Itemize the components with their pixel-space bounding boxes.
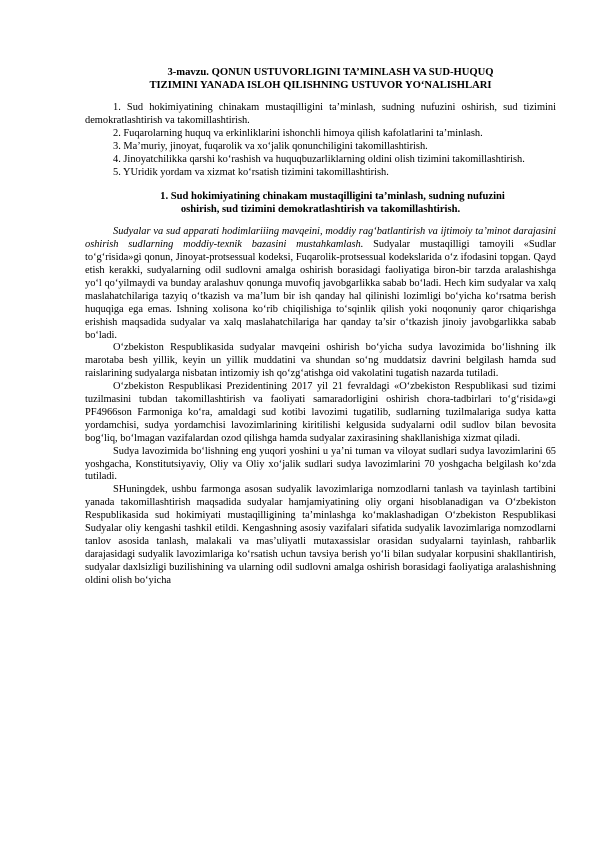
title-line-1: 3-mavzu. QONUN USTUVORLIGINI TA’MINLASH VA SUD-HUQUQ <box>167 67 494 78</box>
paragraph-body: Sudyalar mustaqilligi tamoyili «Sudlar to‘g‘risida»gi qonun, Jinoyat-protsessual kodeksi, Fuqarolik-protsessual kodekslarida o‘z ifodasini topgan. Qayd etish kerakki, sudyalarning odil sudlovni amalga oshirish borasidagi faoliyatiga biron-bir tarzda aralashishga yo‘l qo‘yilmaydi va bunday aralashuv qonunga muvofiq javobgarlikka sabab bo‘ladi. Hech kim sudyalar va xalq maslahatchilariga tazyiq o‘tkazish va ma’lum bir ish qanday hal qilinishi lozimligi bo‘yicha ko‘rsatma berish huquqiga ega emas. Ishning xolisona ko‘rib chiqilishiga to‘sqinlik qilish yoki noqonuniy qaror chiqarishga erishish maqsadida sudyalar va xalq maslahatchilariga har qanday ta’sir o‘tkazish jinoiy javobgarlikka sabab bo‘ladi. <box>85 239 556 341</box>
list-item: 5. YUridik yordam va xizmat ko‘rsatish tizimini takomillashtirish. <box>113 166 389 178</box>
paragraph: Sudya lavozimida bo‘lishning eng yuqori yoshini u ya’ni tuman va viloyat sudlari sudya lavozimlarini 65 yoshgacha, Konstitutsiyaviy, Oliy va Oliy xo‘jalik sudlari sudya lavozimlarini 70 yoshgacha belgilash ko‘zda tutiladi. <box>85 445 556 483</box>
paragraph: SHuningdek, ushbu farmonga asosan sudyalik lavozimlariga nomzodlarni tanlash va tayinlash tartibini yanada takomillashtirish maqsadida sudyalar hamjamiyatining oliy organi hisoblanadigan va O‘zbekiston Respublikasida sud hokimiyati mustaqilligining ta’minlashga ko‘maklashadigan O‘zbekiston Respublikasi Sudyalar oliy kengashi tashkil etildi. Kengashning asosiy vazifalari sifatida sudyalik lavozimlariga nomzodlarni tanlov asosida tanlash, malakali va mas’uliyatli mutaxassislar orasidan sudyalarni tayinlash, rahbarlik darajasidagi sudyalik lavozimlariga ko‘rsatish uchun tavsiya berish yo‘li bilan sudyalar korpusini shakllantirish, sudyalar daxlsizligi buzilishining va ularning odil sudlovni amalga oshirish borasidagi faoliyatiga aralashishning oldini olish bo‘yicha <box>85 484 556 586</box>
section-heading <box>85 190 556 216</box>
title-line-2: TIZIMINI YANADA ISLOH QILISHNING USTUVOR YO‘NALISHLARI <box>149 80 492 92</box>
paragraph-intro-italic: Sudyalar va sud apparati hodimlariiing mavqeini, moddiy rag‘batlantirish va ijtimoiy ta’minot darajasini oshirish sudlarning moddiy-texnik bazasini mustahkamlash. <box>85 226 556 251</box>
list-item: 2. Fuqarolarning huquq va erkinliklarini ishonchli himoya qilish kafolatlarini ta’minlash. <box>113 128 483 140</box>
topics-list <box>85 102 556 179</box>
section-heading-line-2: oshirish, sud tizimini demokratlashtirish va takomillashtirish. <box>180 204 461 216</box>
section-heading-line-1: 1. Sud hokimiyatining chinakam mustaqilligini ta’minlash, sudning nufuzini <box>160 190 505 202</box>
list-item: 4. Jinoyatchilikka qarshi ko‘rashish va huquqbuzarliklarning oldini olish tizimini takomillashtirish. <box>113 154 525 166</box>
paragraph: O‘zbekiston Respublikasi Prezidentining 2017 yil 21 fevraldagi «O‘zbekiston Respublikasi sud tizimi tuzilmasini tubdan takomillashtirish va faoliyati samaradorligini oshirish chora-tadbirlari to‘g‘risida»gi PF4966son Farmoniga ko‘ra, amaldagi sud kotibi lavozimi tugatilib, sudlarning tuzilmalariga sudya katta yordamchisi, sudya yordamchisi lavozimlarining kiritilishi kelgusida sudyalarni odil sudlov bilan bevosita bog‘liq, bo‘lmagan vazifalardan ozod qilishga hamda sudyalar zaxirasining shakllanishiga xizmat qiladi. <box>85 381 556 444</box>
paragraph: O‘zbekiston Respublikasida sudyalar mavqeini oshirish bo‘yicha sudya lavozimida bo‘lishning ilk marotaba besh yillik, keyin un yillik muddatini va shundan so‘ng muddatsiz davrini belgilash hamda sud raislarining sudyalarga nisbatan intizomiy ish qo‘zg‘atishga oid vakolatini tugatish nazarda tutiladi. <box>85 342 556 380</box>
document-title <box>85 66 556 92</box>
list-item: 1. Sud hokimiyatining chinakam mustaqilligini ta’minlash, sudning nufuzini oshirish, sud tizimini demokratlashtirish va takomillashtirish. <box>85 102 556 127</box>
list-item: 3. Ma’muriy, jinoyat, fuqarolik va xo‘jalik qonunchiligini takomillashtirish. <box>113 141 428 153</box>
paragraph <box>85 226 556 342</box>
